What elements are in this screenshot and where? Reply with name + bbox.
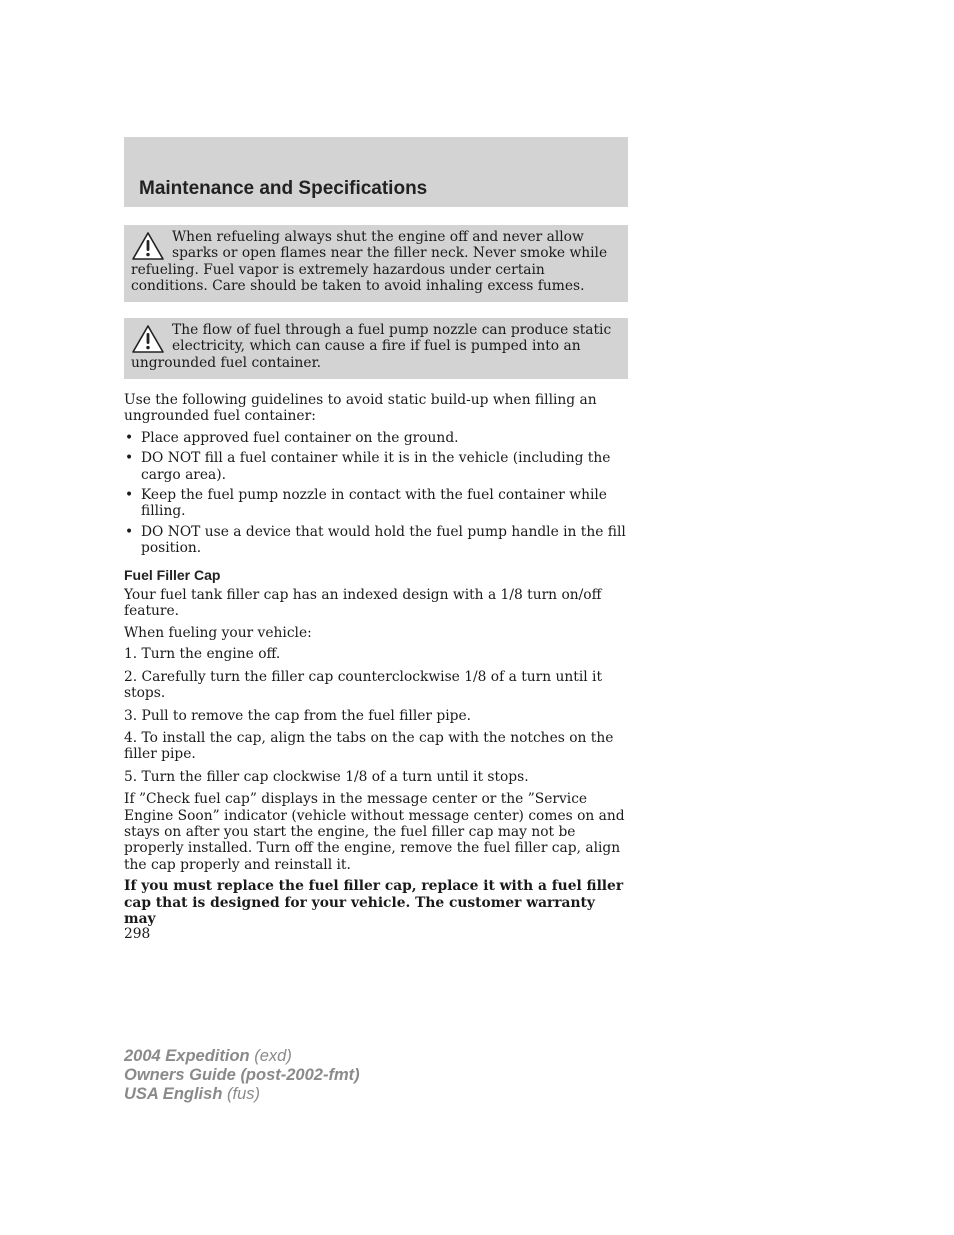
bullet-icon: • [125,523,134,540]
warning-box-static [124,318,628,379]
section-header-band [124,137,628,207]
replacement-warning: If you must replace the fuel filler cap, replace it with a fuel filler cap that is designed for your vehicle. The customer warranty may [124,878,624,927]
list-item-text: Keep the fuel pump nozzle in contact with the fuel container while filling. [141,487,607,520]
step-item: 3. Pull to remove the cap from the fuel filler pipe. [124,707,472,724]
when-fueling-label: When fueling your vehicle: [124,624,312,641]
bullet-icon: • [125,487,134,504]
list-item-text: DO NOT use a device that would hold the fuel pump handle in the fill position. [141,523,626,557]
list-item [124,450,628,483]
bullet-icon: • [125,450,134,467]
footer-model: 2004 Expedition [124,1047,250,1065]
guidelines-list [124,430,628,557]
step-item: 4. To install the cap, align the tabs on the cap with the notches on the filler pipe. [124,729,614,763]
footer-line-1 [124,1047,360,1066]
footer-guide: Owners Guide (post-2002-fmt) [124,1066,360,1084]
step-item: 5. Turn the filler cap clockwise 1/8 of a turn until it stops. [124,768,529,785]
warning-text: When refueling always shut the engine off and never allow sparks or open flames near the filler neck. Never smoke while refueling. Fuel vapor is extremely hazardous under certain conditions. Care should be taken to avoid inhaling excess fumes. [131,229,608,295]
guidelines-intro: Use the following guidelines to avoid static build-up when filling an ungrounded fuel container: [124,392,597,425]
warning-box-refueling [124,225,628,302]
list-item-text: Place approved fuel container on the ground. [141,429,459,446]
step-item: 2. Carefully turn the filler cap counterclockwise 1/8 of a turn until it stops. [124,668,602,702]
list-item [124,524,628,557]
footer-model-code: (exd) [249,1047,292,1065]
fuel-filler-cap-heading: Fuel Filler Cap [124,566,221,583]
list-item [124,430,628,446]
main-content [124,392,628,932]
footer-language: USA English [124,1085,223,1103]
footer-language-code: (fus) [222,1085,260,1103]
warning-text: The flow of fuel through a fuel pump nozzle can produce static electricity, which can cause a fire if fuel is pumped into an ungrounded fuel container. [131,322,612,371]
footer-line-3 [124,1085,360,1104]
list-item [124,487,628,520]
step-item: 1. Turn the engine off. [124,646,281,663]
bullet-icon: • [125,429,134,446]
page-number: 298 [124,926,151,942]
warning-triangle-icon [131,231,165,261]
fueling-steps [124,646,628,785]
document-footer [124,1047,360,1104]
list-item-text: DO NOT fill a fuel container while it is in the vehicle (including the cargo area). [141,450,611,483]
cap-description: Your fuel tank filler cap has an indexed design with a 1/8 turn on/off feature. [124,587,602,620]
section-title: Maintenance and Specifications [139,178,428,199]
warning-triangle-icon [131,324,165,354]
check-cap-note: If ”Check fuel cap” displays in the message center or the ”Service Engine Soon” indicator (vehicle without message center) comes on and stays on after you start the engine, the fuel filler cap may not be properly installed. Turn off the engine, remove the fuel filler cap, align the cap properly and reinstall it. [124,791,625,873]
